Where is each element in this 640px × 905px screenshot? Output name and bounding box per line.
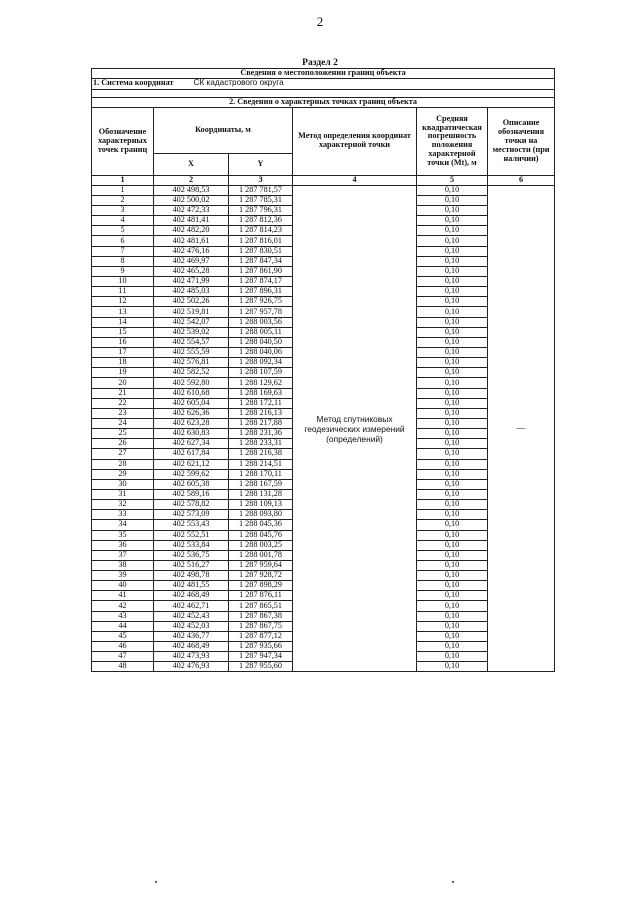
header-method: Метод определения координат характерной точки	[293, 107, 417, 175]
scan-speck	[155, 881, 157, 883]
accuracy-value: 0,10	[417, 581, 488, 591]
point-number: 46	[92, 642, 154, 652]
coord-y: 1 288 214,51	[229, 459, 293, 469]
coord-x: 402 465,28	[154, 266, 229, 276]
boundary-points-table	[91, 68, 555, 672]
accuracy-value: 0,10	[417, 388, 488, 398]
accuracy-value: 0,10	[417, 500, 488, 510]
point-number: 10	[92, 276, 154, 286]
coord-y: 1 287 957,78	[229, 307, 293, 317]
accuracy-value: 0,10	[417, 337, 488, 347]
point-number: 43	[92, 611, 154, 621]
boundary-table-sheet	[91, 68, 554, 672]
accuracy-value: 0,10	[417, 652, 488, 662]
point-number: 29	[92, 469, 154, 479]
block-title: Сведения о местоположении границ объекта	[92, 69, 555, 79]
point-number: 13	[92, 307, 154, 317]
coord-x: 402 502,26	[154, 297, 229, 307]
coord-y: 1 288 001,78	[229, 550, 293, 560]
point-number: 15	[92, 327, 154, 337]
coord-y: 1 288 231,36	[229, 429, 293, 439]
coord-x: 402 436,77	[154, 631, 229, 641]
coord-x: 402 471,99	[154, 276, 229, 286]
point-number: 16	[92, 337, 154, 347]
coord-x: 402 452,43	[154, 611, 229, 621]
accuracy-value: 0,10	[417, 642, 488, 652]
coord-y: 1 288 040,06	[229, 347, 293, 357]
coord-y: 1 287 947,34	[229, 652, 293, 662]
coord-y: 1 287 955,60	[229, 662, 293, 672]
point-number: 12	[92, 297, 154, 307]
coord-x: 402 605,38	[154, 479, 229, 489]
description-cell: —	[488, 185, 555, 672]
coord-x: 402 617,84	[154, 449, 229, 459]
coord-x: 402 630,83	[154, 429, 229, 439]
accuracy-value: 0,10	[417, 327, 488, 337]
section-title: Раздел 2	[302, 58, 338, 68]
accuracy-value: 0,10	[417, 611, 488, 621]
point-number: 36	[92, 540, 154, 550]
points-title: 2. Сведения о характерных точках границ объекта	[92, 97, 555, 107]
accuracy-value: 0,10	[417, 368, 488, 378]
coord-y: 1 288 040,50	[229, 337, 293, 347]
coord-y: 1 287 876,11	[229, 591, 293, 601]
coord-y: 1 288 092,34	[229, 358, 293, 368]
point-number: 33	[92, 510, 154, 520]
accuracy-value: 0,10	[417, 571, 488, 581]
coord-x: 402 554,57	[154, 337, 229, 347]
coord-y: 1 288 172,11	[229, 398, 293, 408]
coord-x: 402 536,75	[154, 550, 229, 560]
point-number: 20	[92, 378, 154, 388]
coord-y: 1 287 935,66	[229, 642, 293, 652]
accuracy-value: 0,10	[417, 520, 488, 530]
coord-x: 402 472,33	[154, 206, 229, 216]
coord-x: 402 623,28	[154, 418, 229, 428]
coord-x: 402 627,34	[154, 439, 229, 449]
accuracy-value: 0,10	[417, 469, 488, 479]
coord-y: 1 288 169,63	[229, 388, 293, 398]
coord-x: 402 476,93	[154, 662, 229, 672]
coord-x: 402 468,49	[154, 591, 229, 601]
coord-y: 1 287 867,75	[229, 621, 293, 631]
point-number: 39	[92, 571, 154, 581]
accuracy-value: 0,10	[417, 550, 488, 560]
accuracy-value: 0,10	[417, 398, 488, 408]
coord-x: 402 482,20	[154, 226, 229, 236]
header-y: Y	[229, 153, 293, 175]
coord-x: 402 610,68	[154, 388, 229, 398]
point-number: 17	[92, 347, 154, 357]
accuracy-value: 0,10	[417, 489, 488, 499]
point-number: 38	[92, 560, 154, 570]
accuracy-value: 0,10	[417, 601, 488, 611]
point-number: 28	[92, 459, 154, 469]
coord-x: 402 555,59	[154, 347, 229, 357]
coord-y: 1 287 867,38	[229, 611, 293, 621]
coord-x: 402 533,84	[154, 540, 229, 550]
point-number: 21	[92, 388, 154, 398]
accuracy-value: 0,10	[417, 479, 488, 489]
coord-x: 402 481,55	[154, 581, 229, 591]
coord-system-value: СК кадастрового округа	[193, 78, 284, 88]
coord-y: 1 288 216,38	[229, 449, 293, 459]
coord-y: 1 288 131,28	[229, 489, 293, 499]
column-number-row	[92, 175, 555, 185]
coord-x: 402 621,12	[154, 459, 229, 469]
point-number: 42	[92, 601, 154, 611]
accuracy-value: 0,10	[417, 439, 488, 449]
point-number: 18	[92, 358, 154, 368]
coord-y: 1 287 847,34	[229, 256, 293, 266]
coord-system-label: 1. Система координат	[93, 78, 174, 88]
coord-x: 402 519,81	[154, 307, 229, 317]
point-number: 11	[92, 287, 154, 297]
coord-x: 402 539,02	[154, 327, 229, 337]
accuracy-value: 0,10	[417, 408, 488, 418]
point-number: 24	[92, 418, 154, 428]
column-number: 4	[293, 175, 417, 185]
coord-y: 1 287 861,90	[229, 266, 293, 276]
accuracy-value: 0,10	[417, 662, 488, 672]
coord-x: 402 500,02	[154, 195, 229, 205]
point-number: 47	[92, 652, 154, 662]
coord-x: 402 552,51	[154, 530, 229, 540]
coord-x: 402 485,03	[154, 287, 229, 297]
accuracy-value: 0,10	[417, 236, 488, 246]
point-number: 25	[92, 429, 154, 439]
coord-x: 402 476,16	[154, 246, 229, 256]
coord-x: 402 592,80	[154, 378, 229, 388]
point-number: 34	[92, 520, 154, 530]
header-x: X	[154, 153, 229, 175]
point-number: 45	[92, 631, 154, 641]
coord-x: 402 481,41	[154, 216, 229, 226]
point-number: 5	[92, 226, 154, 236]
coord-y: 1 288 129,62	[229, 378, 293, 388]
accuracy-value: 0,10	[417, 347, 488, 357]
coord-y: 1 288 107,59	[229, 368, 293, 378]
accuracy-value: 0,10	[417, 560, 488, 570]
header-coordinates: Координаты, м	[154, 107, 293, 153]
point-number: 6	[92, 236, 154, 246]
accuracy-value: 0,10	[417, 459, 488, 469]
accuracy-value: 0,10	[417, 358, 488, 368]
coord-x: 402 473,93	[154, 652, 229, 662]
header-accuracy: Средняя квадратическая погрешность положения характерной точки (Mt), м	[417, 107, 488, 175]
coord-x: 402 468,49	[154, 642, 229, 652]
accuracy-value: 0,10	[417, 540, 488, 550]
point-number: 14	[92, 317, 154, 327]
column-number: 2	[154, 175, 229, 185]
accuracy-value: 0,10	[417, 287, 488, 297]
column-number: 1	[92, 175, 154, 185]
accuracy-value: 0,10	[417, 307, 488, 317]
accuracy-value: 0,10	[417, 195, 488, 205]
coord-y: 1 287 959,64	[229, 560, 293, 570]
coord-y: 1 288 170,11	[229, 469, 293, 479]
coord-y: 1 287 865,51	[229, 601, 293, 611]
header-description: Описание обозначения точки на местности (при наличии)	[488, 107, 555, 175]
coord-x: 402 481,61	[154, 236, 229, 246]
coord-y: 1 288 045,76	[229, 530, 293, 540]
coord-x: 402 626,36	[154, 408, 229, 418]
accuracy-value: 0,10	[417, 449, 488, 459]
coord-y: 1 287 926,75	[229, 297, 293, 307]
coord-x: 402 605,04	[154, 398, 229, 408]
accuracy-value: 0,10	[417, 591, 488, 601]
coord-x: 402 573,09	[154, 510, 229, 520]
coord-y: 1 288 233,31	[229, 439, 293, 449]
point-number: 23	[92, 408, 154, 418]
scan-speck	[452, 881, 454, 883]
coord-y: 1 288 003,56	[229, 317, 293, 327]
point-number: 27	[92, 449, 154, 459]
coord-y: 1 287 781,57	[229, 185, 293, 195]
accuracy-value: 0,10	[417, 429, 488, 439]
coord-y: 1 288 109,13	[229, 500, 293, 510]
header-point-designation: Обозначение характерных точек границ	[92, 107, 154, 175]
coord-y: 1 288 093,80	[229, 510, 293, 520]
column-number: 6	[488, 175, 555, 185]
coord-y: 1 288 005,11	[229, 327, 293, 337]
accuracy-value: 0,10	[417, 631, 488, 641]
coord-x: 402 498,78	[154, 571, 229, 581]
coord-y: 1 287 814,23	[229, 226, 293, 236]
accuracy-value: 0,10	[417, 206, 488, 216]
accuracy-value: 0,10	[417, 216, 488, 226]
accuracy-value: 0,10	[417, 317, 488, 327]
point-number: 32	[92, 500, 154, 510]
method-cell: Метод спутниковых геодезических измерений (определений)	[293, 185, 417, 672]
accuracy-value: 0,10	[417, 621, 488, 631]
coord-x: 402 452,03	[154, 621, 229, 631]
point-number: 40	[92, 581, 154, 591]
coord-y: 1 287 796,31	[229, 206, 293, 216]
coord-system-row	[92, 78, 555, 89]
coord-x: 402 582,52	[154, 368, 229, 378]
coord-x: 402 516,27	[154, 560, 229, 570]
coord-y: 1 287 816,01	[229, 236, 293, 246]
point-number: 3	[92, 206, 154, 216]
coord-y: 1 288 167,59	[229, 479, 293, 489]
accuracy-value: 0,10	[417, 246, 488, 256]
point-number: 35	[92, 530, 154, 540]
accuracy-value: 0,10	[417, 185, 488, 195]
coord-x: 402 469,97	[154, 256, 229, 266]
point-number: 19	[92, 368, 154, 378]
accuracy-value: 0,10	[417, 530, 488, 540]
coord-y: 1 288 045,36	[229, 520, 293, 530]
coord-x: 402 462,71	[154, 601, 229, 611]
coord-y: 1 287 785,31	[229, 195, 293, 205]
point-number: 48	[92, 662, 154, 672]
point-number: 26	[92, 439, 154, 449]
point-number: 1	[92, 185, 154, 195]
point-number: 30	[92, 479, 154, 489]
coord-x: 402 578,82	[154, 500, 229, 510]
point-number: 8	[92, 256, 154, 266]
column-number: 5	[417, 175, 488, 185]
coord-x: 402 542,07	[154, 317, 229, 327]
coord-y: 1 287 877,12	[229, 631, 293, 641]
coord-y: 1 287 812,36	[229, 216, 293, 226]
accuracy-value: 0,10	[417, 418, 488, 428]
coord-y: 1 287 896,31	[229, 287, 293, 297]
accuracy-value: 0,10	[417, 256, 488, 266]
accuracy-value: 0,10	[417, 276, 488, 286]
coord-y: 1 287 830,51	[229, 246, 293, 256]
point-number: 31	[92, 489, 154, 499]
accuracy-value: 0,10	[417, 266, 488, 276]
coord-x: 402 553,43	[154, 520, 229, 530]
coord-x: 402 576,81	[154, 358, 229, 368]
column-number: 3	[229, 175, 293, 185]
coord-y: 1 288 217,88	[229, 418, 293, 428]
coord-y: 1 287 898,29	[229, 581, 293, 591]
point-number: 4	[92, 216, 154, 226]
coord-y: 1 287 874,17	[229, 276, 293, 286]
coord-x: 402 599,62	[154, 469, 229, 479]
accuracy-value: 0,10	[417, 378, 488, 388]
table-row	[92, 185, 555, 195]
spacer-row	[92, 89, 555, 97]
coord-y: 1 288 216,13	[229, 408, 293, 418]
point-number: 44	[92, 621, 154, 631]
coord-y: 1 287 928,72	[229, 571, 293, 581]
point-number: 7	[92, 246, 154, 256]
point-number: 22	[92, 398, 154, 408]
coord-x: 402 589,16	[154, 489, 229, 499]
point-number: 41	[92, 591, 154, 601]
accuracy-value: 0,10	[417, 297, 488, 307]
point-number: 2	[92, 195, 154, 205]
coord-x: 402 498,53	[154, 185, 229, 195]
page-number: 2	[316, 14, 324, 29]
accuracy-value: 0,10	[417, 226, 488, 236]
accuracy-value: 0,10	[417, 510, 488, 520]
point-number: 37	[92, 550, 154, 560]
coord-y: 1 288 003,25	[229, 540, 293, 550]
point-number: 9	[92, 266, 154, 276]
